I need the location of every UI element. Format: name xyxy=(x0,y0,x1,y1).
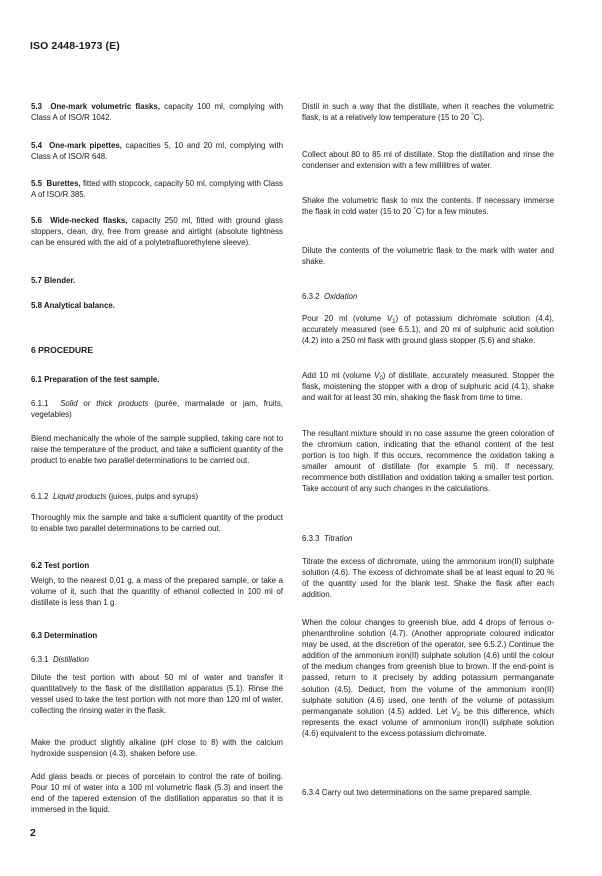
section-6-heading: 6 PROCEDURE xyxy=(31,345,94,355)
paragraph-add-distillate: Add 10 ml (volume $V_0$) of distillate, accurately measured. Stopper the flask, moistening the stopper with a drop of sulphuric acid (4.1), shake and wait for at least 30 min, shaking the flask from time to time. xyxy=(302,371,554,403)
section-5-3: 5.3 One-mark volumetric flasks, capacity 100 ml, complying with Class A of ISO/R 1042. xyxy=(31,102,283,123)
paragraph-colour-change: When the colour changes to greenish blue, add 4 drops of ferrous o-phenanthroline solution (4.7). (Another appropriate coloured indicator may be used, at the discretion of the operator, see 6.5.2.) Continue the addition of the ammonium iron(II) sulphate solution (4.6) until the colour of the medium changes from greenish blue to brown. If the end-point is passed, return to it precisely by adding potassium permanganate solution (4.5). Deduct, from the volume of the ammonium iron(II) sulphate solution (4.6) used, one tenth of the volume of potassium permanganate solution (4.5) added. Let $V_2$ be this difference, which represents the exact volume of ammonium iron(II) sulphate solution (4.6) equivalent to the excess potassium dichromate. xyxy=(302,618,554,738)
paragraph-dilute: Dilute the test portion with about 50 ml of water and transfer it quantitatively to the flask of the distillation apparatus (5.1). Rinse the vessel used to take the test portion with not more than 120 ml of water, collecting the rinsing water in the flask. xyxy=(31,673,283,716)
section-6-3: 6.3 Determination xyxy=(31,631,98,640)
section-5-8: 5.8 Analytical balance. xyxy=(31,301,115,310)
paragraph-resultant: The resultant mixture should in no case assume the green coloration of the chromium cation, indicating that the ethanol content of the test portion is too high. If this occurs, recommence the oxidation taking a smaller amount of distillate (for example 5 ml). If necessary, recommence both distillation and oxidation taking a smaller test portion. Take account of any such changes in the calculations. xyxy=(302,429,554,494)
paragraph-distil: Distil in such a way that the distillate, when it reaches the volumetric flask, is at a relatively low temperature (15 to 20 °C). xyxy=(302,102,554,123)
section-5-7: 5.7 Blender. xyxy=(31,276,76,285)
page-number: 2 xyxy=(30,827,36,839)
section-6-3-1: 6.3.1 Distillation xyxy=(31,655,89,664)
paragraph-mix: Thoroughly mix the sample and take a sufficient quantity of the product to enable two parallel determinations to be carried out. xyxy=(31,513,283,534)
section-5-6: 5.6 Wide-necked flasks, capacity 250 ml, fitted with ground glass stoppers, clean, dry, free from grease and airtight (absolute tightness can be ensured with the aid of a polytetrafluorethylene sleeve). xyxy=(31,216,283,248)
paragraph-dilute-mark: Dilute the contents of the volumetric flask to the mark with water and shake. xyxy=(302,246,554,267)
paragraph-alkaline: Make the product slightly alkaline (pH close to 8) with the calcium hydroxide suspension (4.3), shaken before use. xyxy=(31,738,283,759)
section-5-5: 5.5 Burettes, fitted with stopcock, capacity 50 ml, complying with Class A of ISO/R 385. xyxy=(31,179,283,200)
section-6-1-2: 6.1.2 Liquid products (juices, pulps and syrups) xyxy=(31,492,199,501)
paragraph-titrate: Titrate the excess of dichromate, using the ammonium iron(II) sulphate solution (4.6). The excess of dichromate shall be at least equal to 20 % of the quantity used for the blank test. Shake the flask after each addition. xyxy=(302,557,554,600)
paragraph-weigh: Weigh, to the nearest 0,01 g, a mass of the prepared sample, or take a volume of it, such that the quantity of ethanol collected in 100 ml of distillate is less than 1 g. xyxy=(31,576,283,608)
section-6-1-1: 6.1.1 Solid or thick products (purée, marmalade or jam, fruits, vegetables) xyxy=(31,399,283,420)
paragraph-beads: Add glass beads or pieces of porcelain to control the rate of boiling. Pour 10 ml of water into a 100 ml volumetric flask (5.3) and insert the end of the tapered extension of the distillation apparatus so that it is immersed in the liquid. xyxy=(31,772,283,815)
paragraph-pour: Pour 20 ml (volume $V_1$) of potassium dichromate solution (4.4), accurately measured (see 6.5.1), and 20 ml of sulphuric acid solution (4.2) into a 250 ml flask with ground glass stopper (5.6) and shake. xyxy=(302,314,554,346)
paragraph-collect: Collect about 80 to 85 ml of distillate. Stop the distillation and rinse the condenser and extension with a few millilitres of water. xyxy=(302,150,554,171)
document-header: ISO 2448-1973 (E) xyxy=(30,40,120,52)
paragraph-shake: Shake the volumetric flask to mix the contents. If necessary immerse the flask in cold water (15 to 20 °C) for a few minutes. xyxy=(302,196,554,217)
section-5-4: 5.4 One-mark pipettes, capacities 5, 10 and 20 ml, complying with Class A of ISO/R 648. xyxy=(31,141,283,162)
section-6-2: 6.2 Test portion xyxy=(31,561,90,570)
section-6-3-3: 6.3.3 Titration xyxy=(302,534,353,543)
section-6-3-2: 6.3.2 Oxidation xyxy=(302,292,358,301)
section-6-3-4: 6.3.4 Carry out two determinations on the same prepared sample. xyxy=(302,788,532,797)
paragraph-blend: Blend mechanically the whole of the sample supplied, taking care not to raise the temperature of the product, and take a sufficient quantity of the product to enable two parallel determinations to be carried out. xyxy=(31,434,283,466)
section-6-1: 6.1 Preparation of the test sample. xyxy=(31,375,160,384)
